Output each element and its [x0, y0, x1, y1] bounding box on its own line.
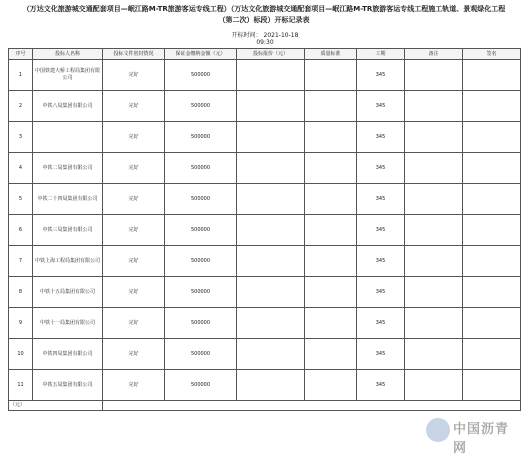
cell-bidder: 中铁十一局集团有限公司 — [33, 308, 103, 339]
cell-seal: 完好 — [103, 277, 165, 308]
cell-seal: 完好 — [103, 339, 165, 370]
cell-period: 345 — [357, 308, 405, 339]
cell-seal: 完好 — [103, 184, 165, 215]
cell-price — [237, 91, 305, 122]
cell-seal: 完好 — [103, 91, 165, 122]
cell-note — [405, 215, 463, 246]
cell-deposit: 500000 — [165, 339, 237, 370]
cell-deposit: 500000 — [165, 215, 237, 246]
table-row — [9, 215, 521, 246]
cell-price — [237, 122, 305, 153]
table-row — [9, 308, 521, 339]
open-clock: 09:30 — [256, 39, 274, 46]
cell-period: 345 — [357, 122, 405, 153]
cell-deposit: 500000 — [165, 308, 237, 339]
cell-note — [405, 370, 463, 401]
cell-quality — [305, 339, 357, 370]
cell-no: 1 — [9, 60, 33, 91]
cell-seal: 完好 — [103, 215, 165, 246]
table-header-row — [9, 49, 521, 60]
cell-period: 345 — [357, 246, 405, 277]
cell-note — [405, 153, 463, 184]
cell-note — [405, 122, 463, 153]
cell-sign — [463, 277, 521, 308]
cell-price — [237, 60, 305, 91]
cell-note — [405, 184, 463, 215]
title-line-1: （万达文化旅游城交通配套项目—岷江路M-TR旅游客运专线工程）（万达文化旅游城交通配套项目—岷江路M-TR旅游客运专线工程施工轨道、景观绿化工程 — [22, 5, 506, 13]
cell-bidder: 中铁八局集团有限公司 — [33, 91, 103, 122]
cell-quality — [305, 215, 357, 246]
cell-no: 5 — [9, 184, 33, 215]
cell-no: 8 — [9, 277, 33, 308]
cell-bidder: 中国铁建大桥工程局集团有限公司 — [33, 60, 103, 91]
cell-quality — [305, 246, 357, 277]
cell-seal: 完好 — [103, 308, 165, 339]
watermark-text: 中国沥青网 — [453, 422, 510, 456]
header-seal: 投标文件密封情况 — [103, 49, 165, 60]
cell-no: 11 — [9, 370, 33, 401]
cell-deposit: 500000 — [165, 122, 237, 153]
cell-quality — [305, 308, 357, 339]
cell-deposit: 500000 — [165, 91, 237, 122]
cell-seal: 完好 — [103, 246, 165, 277]
cell-period: 345 — [357, 370, 405, 401]
header-note: 备注 — [405, 49, 463, 60]
footer-unit: （元） — [10, 402, 26, 408]
table-row — [9, 277, 521, 308]
cell-note — [405, 91, 463, 122]
watermark — [426, 412, 522, 456]
header-price: 投标报价（元） — [237, 49, 305, 60]
cell-quality — [305, 153, 357, 184]
table-row — [9, 184, 521, 215]
cell-bidder: 中铁四局集团有限公司 — [33, 339, 103, 370]
cell-period: 345 — [357, 153, 405, 184]
cell-bidder: 中铁二十四局集团有限公司 — [33, 184, 103, 215]
cell-price — [237, 277, 305, 308]
footer-value — [103, 401, 521, 411]
cell-price — [237, 308, 305, 339]
table-row — [9, 153, 521, 184]
cell-period: 345 — [357, 184, 405, 215]
cell-sign — [463, 91, 521, 122]
header-bidder: 投标人名称 — [33, 49, 103, 60]
cell-note — [405, 246, 463, 277]
table-footer-row — [9, 401, 521, 411]
open-time-label: 开标时间： — [231, 32, 262, 39]
cell-bidder: 中铁五局集团有限公司 — [33, 370, 103, 401]
cell-seal: 完好 — [103, 153, 165, 184]
cell-no: 6 — [9, 215, 33, 246]
bid-opening-table — [8, 48, 521, 411]
table-row — [9, 91, 521, 122]
header-deposit: 保证金缴纳金额（元） — [165, 49, 237, 60]
cell-sign — [463, 184, 521, 215]
cell-price — [237, 339, 305, 370]
cell-price — [237, 215, 305, 246]
cell-sign — [463, 60, 521, 91]
cell-no: 7 — [9, 246, 33, 277]
cell-price — [237, 184, 305, 215]
cell-note — [405, 60, 463, 91]
open-date: 2021-10-18 — [263, 32, 299, 39]
cell-deposit: 500000 — [165, 184, 237, 215]
cell-seal: 完好 — [103, 122, 165, 153]
cell-no: 9 — [9, 308, 33, 339]
cell-sign — [463, 339, 521, 370]
footer-label — [9, 401, 103, 411]
cell-no: 2 — [9, 91, 33, 122]
cell-deposit: 500000 — [165, 370, 237, 401]
cell-quality — [305, 370, 357, 401]
cell-period: 345 — [357, 60, 405, 91]
asphalt-net-logo-icon — [426, 418, 450, 442]
title-line-2: （第二次）标段）开标记录表 — [218, 16, 310, 24]
cell-deposit: 500000 — [165, 153, 237, 184]
cell-note — [405, 277, 463, 308]
cell-note — [405, 339, 463, 370]
cell-no: 10 — [9, 339, 33, 370]
page-title — [8, 4, 520, 26]
cell-sign — [463, 122, 521, 153]
table-row — [9, 370, 521, 401]
cell-bidder: 中铁上海工程局集团有限公司 — [33, 246, 103, 277]
cell-sign — [463, 370, 521, 401]
cell-bidder — [33, 122, 103, 153]
cell-period: 345 — [357, 277, 405, 308]
cell-deposit: 500000 — [165, 246, 237, 277]
cell-deposit: 500000 — [165, 277, 237, 308]
open-time — [200, 32, 330, 46]
header-quality: 质量标准 — [305, 49, 357, 60]
cell-sign — [463, 153, 521, 184]
cell-no: 3 — [9, 122, 33, 153]
cell-period: 345 — [357, 91, 405, 122]
table-row — [9, 339, 521, 370]
cell-quality — [305, 277, 357, 308]
cell-quality — [305, 60, 357, 91]
cell-sign — [463, 246, 521, 277]
cell-price — [237, 370, 305, 401]
cell-seal: 完好 — [103, 60, 165, 91]
cell-bidder: 中铁三局集团有限公司 — [33, 215, 103, 246]
table-row — [9, 246, 521, 277]
cell-quality — [305, 91, 357, 122]
cell-period: 345 — [357, 339, 405, 370]
header-period: 工期 — [357, 49, 405, 60]
header-no: 序号 — [9, 49, 33, 60]
cell-price — [237, 153, 305, 184]
cell-sign — [463, 215, 521, 246]
cell-sign — [463, 308, 521, 339]
cell-quality — [305, 122, 357, 153]
table-row — [9, 60, 521, 91]
header-sign: 签名 — [463, 49, 521, 60]
cell-no: 4 — [9, 153, 33, 184]
table-row — [9, 122, 521, 153]
cell-note — [405, 308, 463, 339]
cell-deposit: 500000 — [165, 60, 237, 91]
cell-price — [237, 246, 305, 277]
cell-quality — [305, 184, 357, 215]
cell-bidder: 中铁二局集团有限公司 — [33, 153, 103, 184]
cell-seal: 完好 — [103, 370, 165, 401]
cell-period: 345 — [357, 215, 405, 246]
cell-bidder: 中铁十五局集团有限公司 — [33, 277, 103, 308]
